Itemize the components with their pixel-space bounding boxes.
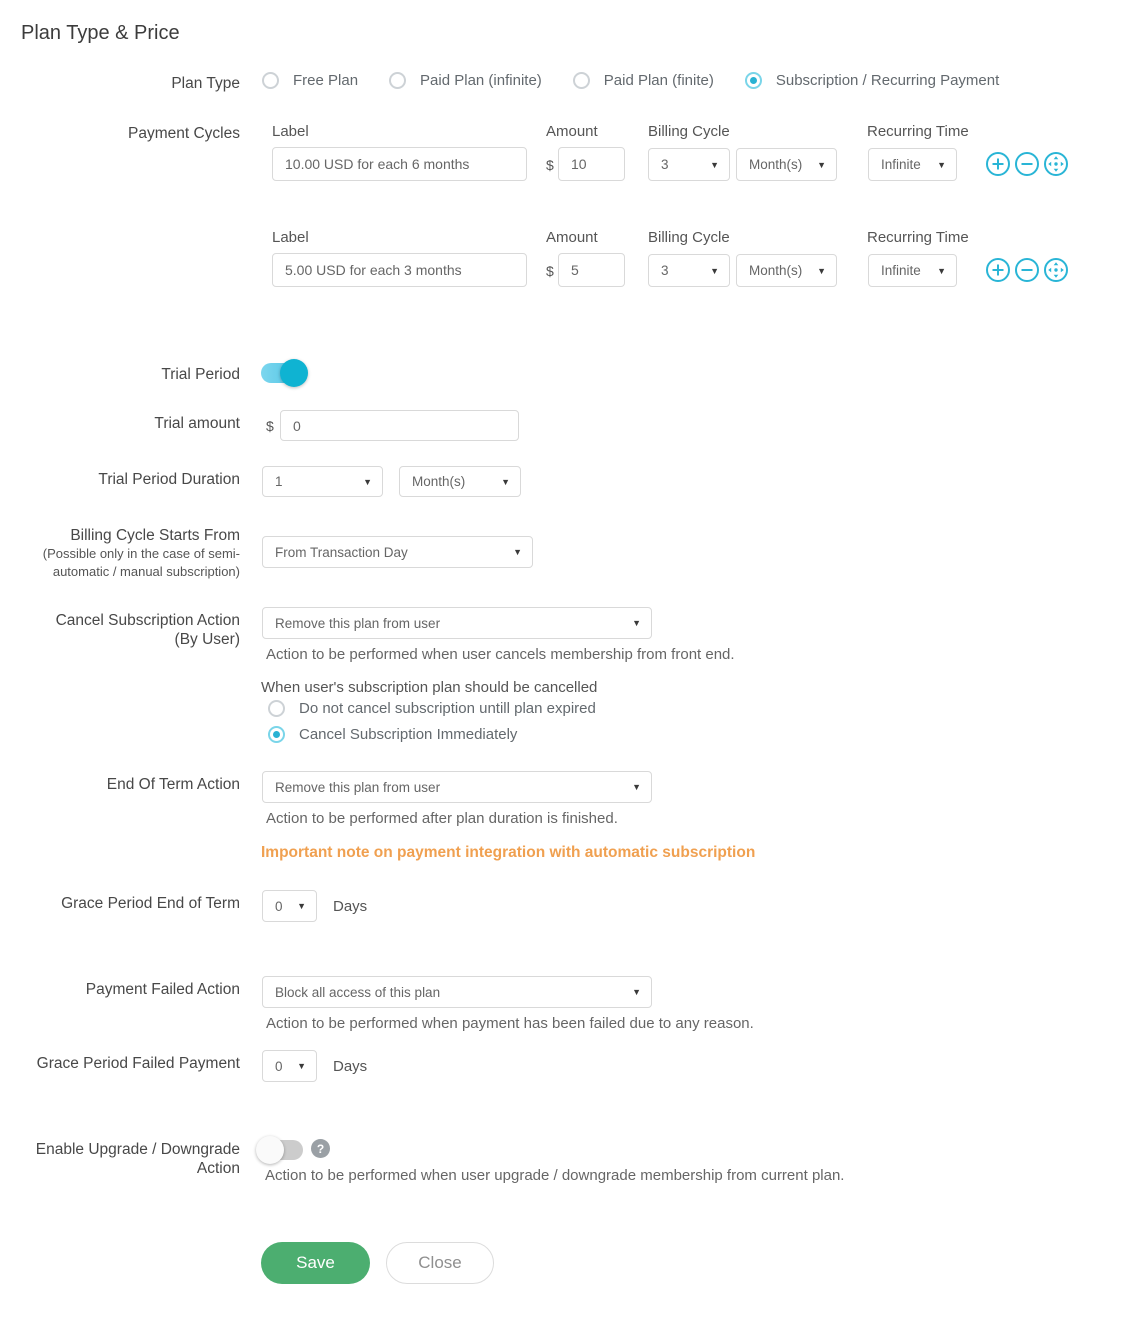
select-value: Remove this plan from user [275, 615, 441, 631]
cancel-action-select[interactable] [262, 607, 652, 639]
trial-amount-label: Trial amount [154, 415, 240, 432]
radio-icon[interactable] [745, 72, 762, 89]
select-value: 0 [275, 1058, 283, 1074]
currency-symbol: $ [266, 418, 274, 434]
recurring-time-select[interactable] [868, 148, 957, 181]
cycle-unit-select[interactable] [736, 148, 837, 181]
grace-end-label: Grace Period End of Term [61, 895, 240, 912]
trial-period-label: Trial Period [161, 366, 240, 383]
radio-free-plan[interactable] [262, 72, 358, 89]
cycle-label-header: Label [272, 229, 309, 246]
radio-label: Paid Plan (finite) [603, 72, 714, 89]
radio-subscription-recurring[interactable] [745, 72, 999, 89]
currency-symbol: $ [546, 263, 554, 279]
radio-label: Subscription / Recurring Payment [775, 72, 1000, 89]
chevron-down-icon: ▼ [501, 476, 510, 487]
end-of-term-helper: Action to be performed after plan duration is finished. [266, 810, 618, 827]
move-payment-cycle-icon[interactable] [1043, 151, 1069, 177]
select-value: Block all access of this plan [275, 984, 441, 1000]
toggle-knob [256, 1136, 284, 1164]
payment-failed-helper: Action to be performed when payment has been failed due to any reason. [266, 1015, 754, 1032]
trial-duration-unit-select[interactable] [399, 466, 521, 497]
select-value: 1 [275, 474, 283, 489]
select-value: Month(s) [412, 474, 466, 489]
cycle-recurring-header: Recurring Time [867, 229, 969, 246]
payment-cycles-label: Payment Cycles [128, 125, 240, 142]
cycle-count-select[interactable] [648, 254, 730, 287]
cycle-amount-header: Amount [546, 123, 598, 140]
cycle-row-actions [985, 257, 1069, 283]
cancel-action-helper: Action to be performed when user cancels membership from front end. [266, 646, 735, 663]
remove-payment-cycle-icon[interactable] [1014, 151, 1040, 177]
chevron-down-icon: ▼ [632, 618, 641, 628]
end-of-term-select[interactable] [262, 771, 652, 803]
select-value: 3 [661, 263, 669, 278]
payment-failed-select[interactable] [262, 976, 652, 1008]
page-title: Plan Type & Price [21, 22, 180, 44]
cycle-label-input[interactable] [272, 147, 527, 181]
cycle-amount-input[interactable] [558, 147, 625, 181]
radio-icon[interactable] [268, 726, 285, 743]
cancel-action-label-line1: Cancel Subscription Action [55, 612, 240, 629]
cycle-label-input[interactable] [272, 253, 527, 287]
radio-icon[interactable] [262, 72, 279, 89]
move-payment-cycle-icon[interactable] [1043, 257, 1069, 283]
chevron-down-icon: ▼ [363, 476, 372, 487]
radio-paid-plan-finite[interactable] [573, 72, 714, 89]
radio-label: Cancel Subscription Immediately [299, 726, 518, 743]
cancel-when-heading: When user's subscription plan should be cancelled [261, 679, 598, 696]
radio-icon[interactable] [268, 700, 285, 717]
grace-failed-select[interactable] [262, 1050, 317, 1082]
upgrade-action-helper: Action to be performed when user upgrade / downgrade membership from current plan. [265, 1167, 845, 1184]
select-value: From Transaction Day [275, 544, 408, 560]
chevron-down-icon: ▼ [817, 265, 826, 276]
radio-label: Do not cancel subscription untill plan expired [299, 700, 596, 717]
recurring-time-select[interactable] [868, 254, 957, 287]
currency-symbol: $ [546, 157, 554, 173]
plan-type-label: Plan Type [171, 75, 240, 92]
select-value: Month(s) [749, 157, 803, 172]
cycle-row-actions [985, 151, 1069, 177]
add-payment-cycle-icon[interactable] [985, 151, 1011, 177]
upgrade-action-label [0, 1140, 240, 1178]
chevron-down-icon: ▼ [710, 159, 719, 170]
chevron-down-icon: ▼ [710, 265, 719, 276]
upgrade-action-label-line2: Action [196, 1160, 240, 1177]
billing-start-label-text: Billing Cycle Starts From [70, 527, 240, 544]
select-value: Remove this plan from user [275, 779, 441, 795]
select-value: 0 [275, 898, 283, 914]
trial-duration-label: Trial Period Duration [98, 471, 240, 488]
radio-icon[interactable] [389, 72, 406, 89]
chevron-down-icon: ▼ [937, 159, 946, 170]
grace-end-unit: Days [333, 898, 368, 915]
cancel-action-label-line2: (By User) [174, 631, 240, 648]
save-button[interactable]: Save [261, 1242, 370, 1284]
chevron-down-icon: ▼ [817, 159, 826, 170]
radio-icon[interactable] [573, 72, 590, 89]
radio-do-not-cancel[interactable] [268, 700, 596, 717]
chevron-down-icon: ▼ [632, 782, 641, 792]
payment-integration-note-link[interactable]: Important note on payment integration with automatic subscription [261, 844, 756, 861]
grace-failed-unit: Days [333, 1058, 368, 1075]
upgrade-action-toggle[interactable] [259, 1140, 303, 1160]
cycle-amount-input[interactable] [558, 253, 625, 287]
radio-paid-plan-infinite[interactable] [389, 72, 542, 89]
plan-type-radio-group [262, 72, 999, 89]
cycle-billing-header: Billing Cycle [648, 229, 730, 246]
cycle-amount-header: Amount [546, 229, 598, 246]
billing-start-sublabel: automatic / manual subscription) [52, 564, 240, 579]
chevron-down-icon: ▼ [937, 265, 946, 276]
cycle-count-select[interactable] [648, 148, 730, 181]
cancel-action-label [0, 611, 240, 649]
select-value: Month(s) [749, 263, 803, 278]
chevron-down-icon: ▼ [513, 547, 522, 557]
radio-cancel-immediately[interactable] [268, 726, 517, 743]
chevron-down-icon: ▼ [297, 901, 306, 911]
chevron-down-icon: ▼ [297, 1061, 306, 1071]
payment-failed-label: Payment Failed Action [85, 981, 240, 998]
end-of-term-label: End Of Term Action [106, 776, 240, 793]
chevron-down-icon: ▼ [632, 987, 641, 997]
select-value: 3 [661, 157, 669, 172]
close-button[interactable]: Close [386, 1242, 494, 1284]
radio-label: Free Plan [293, 72, 359, 89]
billing-start-label [0, 526, 240, 581]
upgrade-action-label-line1: Enable Upgrade / Downgrade [35, 1141, 240, 1158]
cycle-label-header: Label [272, 123, 309, 140]
toggle-knob [280, 359, 308, 387]
trial-duration-count-select[interactable] [262, 466, 383, 497]
billing-start-sublabel: (Possible only in the case of semi- [42, 546, 240, 561]
trial-period-toggle[interactable] [261, 363, 305, 383]
billing-start-select[interactable] [262, 536, 533, 568]
help-icon[interactable]: ? [311, 1139, 330, 1158]
cycle-recurring-header: Recurring Time [867, 123, 969, 140]
remove-payment-cycle-icon[interactable] [1014, 257, 1040, 283]
grace-end-select[interactable] [262, 890, 317, 922]
trial-amount-input[interactable] [280, 410, 519, 441]
add-payment-cycle-icon[interactable] [985, 257, 1011, 283]
cycle-billing-header: Billing Cycle [648, 123, 730, 140]
grace-failed-label: Grace Period Failed Payment [36, 1055, 240, 1072]
select-value: Infinite [881, 263, 921, 278]
cycle-unit-select[interactable] [736, 254, 837, 287]
radio-label: Paid Plan (infinite) [420, 72, 542, 89]
select-value: Infinite [881, 157, 921, 172]
